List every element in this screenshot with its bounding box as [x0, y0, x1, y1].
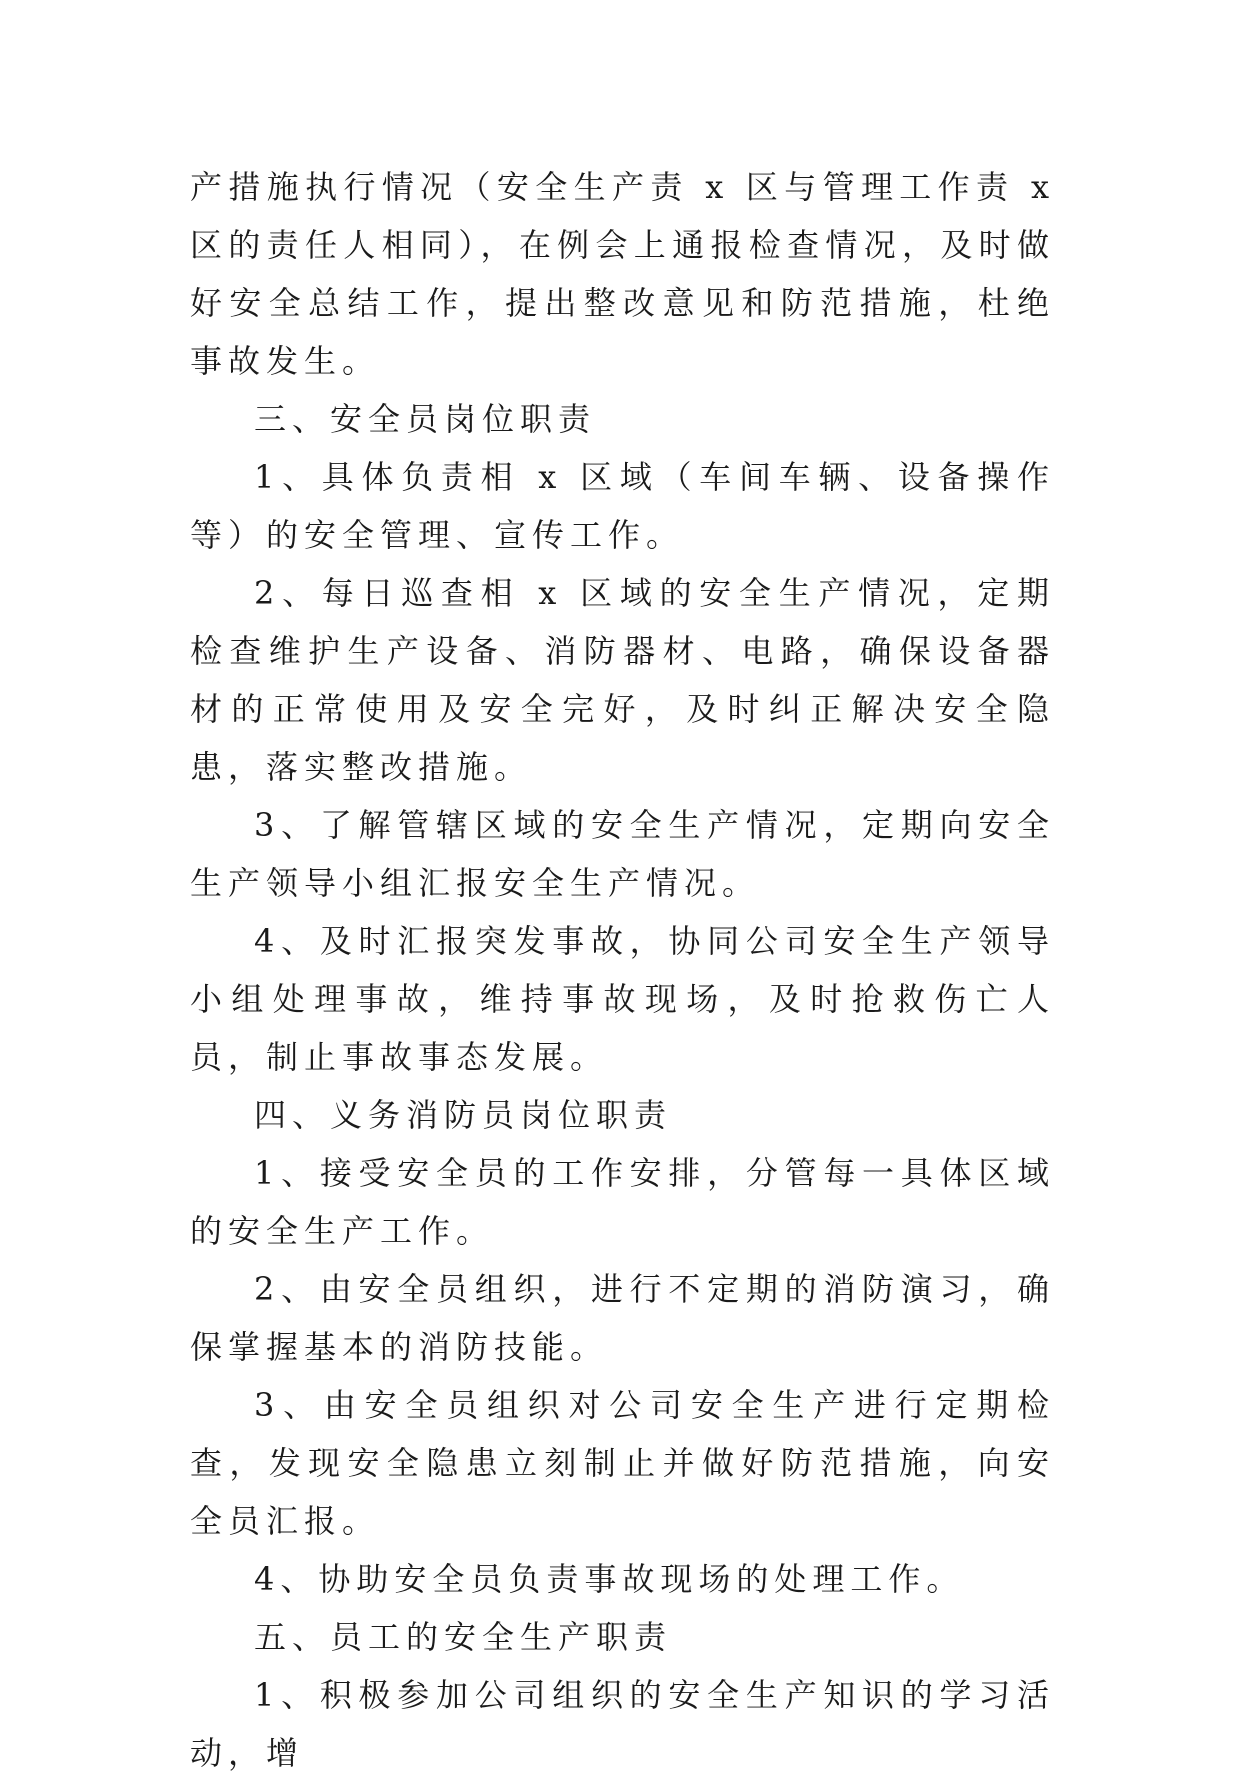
document-body [190, 158, 1055, 1782]
section-heading-employee-duties: 五、员工的安全生产职责 [254, 1618, 673, 1656]
paragraph-continuation: 产措施执行情况（安全生产责 x 区与管理工作责 x 区的责任人相同），在例会上通报检查情况，及时做好安全总结工作，提出整改意见和防范措施，杜绝事故发生。 [190, 168, 1055, 380]
paragraph-item: 3、了解管辖区域的安全生产情况，定期向安全生产领导小组汇报安全生产情况。 [190, 806, 1055, 902]
paragraph-item: 1、积极参加公司组织的安全生产知识的学习活动，增 [190, 1676, 1055, 1772]
paragraph-item: 2、由安全员组织，进行不定期的消防演习，确保掌握基本的消防技能。 [190, 1270, 1055, 1366]
paragraph-item: 3、由安全员组织对公司安全生产进行定期检查，发现安全隐患立刻制止并做好防范措施，向安全员汇报。 [190, 1386, 1055, 1540]
paragraph-item: 4、协助安全员负责事故现场的处理工作。 [254, 1560, 965, 1598]
paragraph-item: 4、及时汇报突发事故，协同公司安全生产领导小组处理事故，维持事故现场，及时抢救伤亡人员，制止事故事态发展。 [190, 922, 1055, 1076]
paragraph-item: 2、每日巡查相 x 区域的安全生产情况，定期检查维护生产设备、消防器材、电路，确保设备器材的正常使用及安全完好，及时纠正解决安全隐患，落实整改措施。 [190, 574, 1055, 786]
section-heading-volunteer-firefighter: 四、义务消防员岗位职责 [254, 1096, 673, 1134]
section-heading-safety-officer: 三、安全员岗位职责 [254, 400, 597, 438]
paragraph-item: 1、接受安全员的工作安排，分管每一具体区域的安全生产工作。 [190, 1154, 1055, 1250]
paragraph-item: 1、具体负责相 x 区域（车间车辆、设备操作等）的安全管理、宣传工作。 [190, 458, 1055, 554]
